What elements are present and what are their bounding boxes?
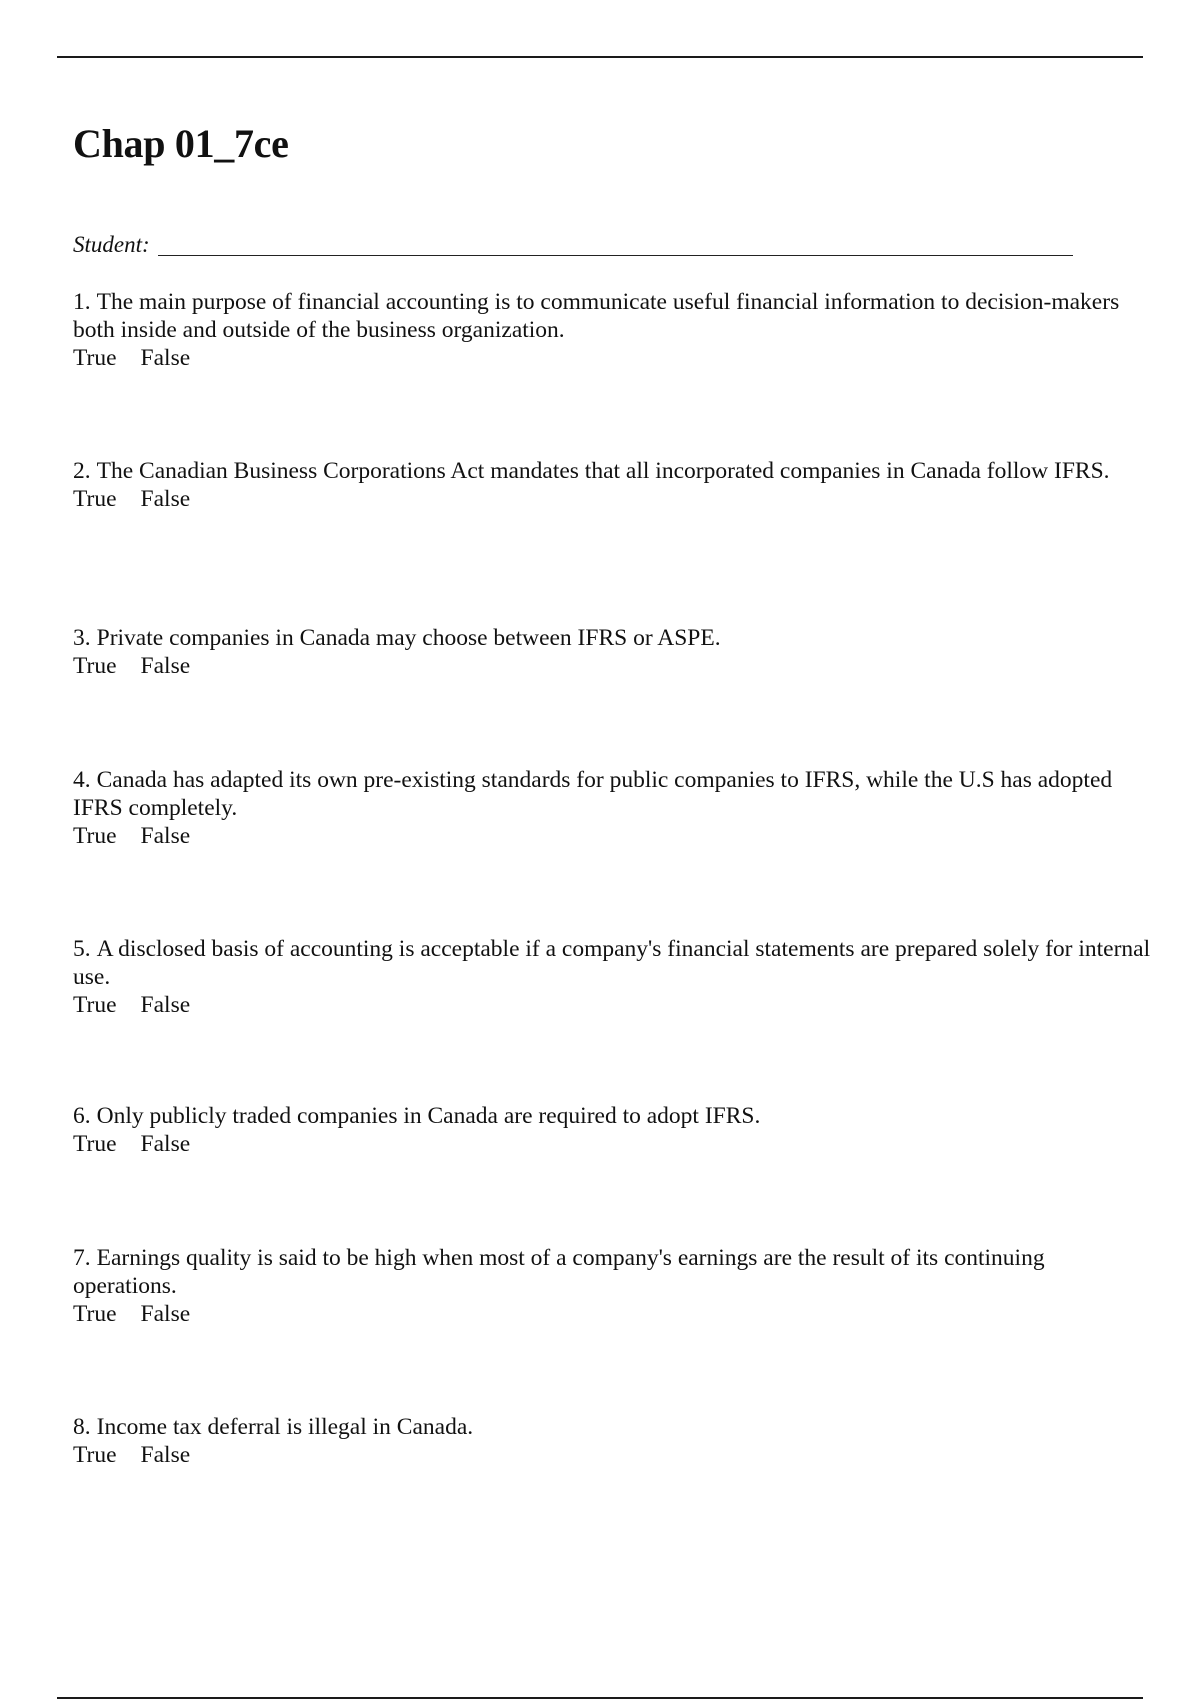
question-number: 1. bbox=[73, 289, 91, 315]
answer-options bbox=[73, 1130, 1153, 1158]
option-true[interactable]: True bbox=[73, 1301, 117, 1327]
question-6 bbox=[73, 1102, 1153, 1158]
question-7 bbox=[73, 1244, 1153, 1328]
option-true[interactable]: True bbox=[73, 486, 117, 512]
option-true[interactable]: True bbox=[73, 653, 117, 679]
option-false[interactable]: False bbox=[140, 992, 191, 1018]
page-title: Chap 01_7ce bbox=[73, 121, 289, 166]
question-number: 6. bbox=[73, 1103, 91, 1129]
question-body: Private companies in Canada may choose between IFRS or ASPE. bbox=[96, 625, 721, 651]
question-4 bbox=[73, 766, 1153, 850]
question-number: 4. bbox=[73, 767, 91, 793]
answer-options bbox=[73, 652, 1153, 680]
option-false[interactable]: False bbox=[140, 653, 191, 679]
question-2 bbox=[73, 457, 1153, 513]
option-false[interactable]: False bbox=[140, 823, 191, 849]
answer-options bbox=[73, 344, 1153, 372]
option-true[interactable]: True bbox=[73, 345, 117, 371]
question-text bbox=[73, 288, 1153, 344]
option-false[interactable]: False bbox=[140, 345, 191, 371]
question-body: A disclosed basis of accounting is acceptable if a company's financial statements are prepared solely for internal use. bbox=[73, 936, 1151, 990]
question-1 bbox=[73, 288, 1153, 372]
student-field bbox=[73, 224, 1073, 256]
option-true[interactable]: True bbox=[73, 1442, 117, 1468]
option-false[interactable]: False bbox=[140, 486, 191, 512]
option-true[interactable]: True bbox=[73, 992, 117, 1018]
option-true[interactable]: True bbox=[73, 823, 117, 849]
question-number: 8. bbox=[73, 1414, 91, 1440]
answer-options bbox=[73, 991, 1153, 1019]
option-false[interactable]: False bbox=[140, 1442, 191, 1468]
answer-options bbox=[73, 822, 1153, 850]
question-text bbox=[73, 457, 1153, 485]
answer-options bbox=[73, 485, 1153, 513]
question-5 bbox=[73, 935, 1153, 1019]
question-number: 5. bbox=[73, 936, 91, 962]
question-body: The main purpose of financial accounting is to communicate useful financial information to decision-makers both inside and outside of the business organization. bbox=[73, 289, 1120, 343]
question-body: Earnings quality is said to be high when most of a company's earnings are the result of its continuing operations. bbox=[73, 1245, 1045, 1299]
student-name-line[interactable] bbox=[158, 255, 1073, 256]
answer-options bbox=[73, 1441, 1153, 1469]
option-true[interactable]: True bbox=[73, 1131, 117, 1157]
question-text bbox=[73, 1102, 1153, 1130]
question-text bbox=[73, 766, 1153, 822]
student-label: Student: bbox=[73, 232, 150, 257]
bottom-rule bbox=[57, 1697, 1143, 1699]
question-number: 7. bbox=[73, 1245, 91, 1271]
question-text bbox=[73, 935, 1153, 991]
question-number: 3. bbox=[73, 625, 91, 651]
option-false[interactable]: False bbox=[140, 1301, 191, 1327]
question-body: Income tax deferral is illegal in Canada. bbox=[96, 1414, 474, 1440]
question-number: 2. bbox=[73, 458, 91, 484]
answer-options bbox=[73, 1300, 1153, 1328]
question-body: The Canadian Business Corporations Act mandates that all incorporated companies in Canada follow IFRS. bbox=[96, 458, 1110, 484]
question-text bbox=[73, 1244, 1153, 1300]
question-3 bbox=[73, 624, 1153, 680]
question-text bbox=[73, 624, 1153, 652]
question-body: Only publicly traded companies in Canada are required to adopt IFRS. bbox=[96, 1103, 761, 1129]
question-text bbox=[73, 1413, 1153, 1441]
top-rule bbox=[57, 56, 1143, 58]
question-8 bbox=[73, 1413, 1153, 1469]
option-false[interactable]: False bbox=[140, 1131, 191, 1157]
question-body: Canada has adapted its own pre-existing standards for public companies to IFRS, while the U.S has adopted IFRS completely. bbox=[73, 767, 1113, 821]
